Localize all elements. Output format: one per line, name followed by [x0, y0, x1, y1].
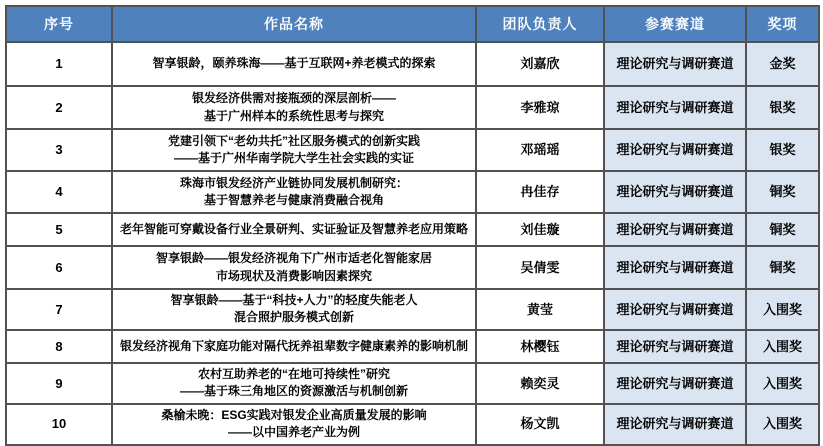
cell-serial-number: 2 — [6, 86, 112, 129]
header-serial-number: 序号 — [6, 6, 112, 42]
cell-track: 理论研究与调研赛道 — [604, 42, 746, 86]
cell-track: 理论研究与调研赛道 — [604, 171, 746, 213]
cell-track: 理论研究与调研赛道 — [604, 404, 746, 445]
work-title-line: 银发经济供需对接瓶颈的深层剖析—— — [191, 91, 396, 106]
cell-track: 理论研究与调研赛道 — [604, 289, 746, 330]
work-title-line: 市场现状及消费影响因素探究 — [215, 268, 372, 283]
header-row — [6, 6, 819, 42]
table-row — [6, 42, 819, 86]
table-row — [6, 330, 819, 363]
cell-serial-number: 3 — [6, 129, 112, 171]
work-title-line: 珠海市银发经济产业链协同发展机制研究： — [179, 175, 408, 190]
cell-award: 入围奖 — [746, 363, 819, 404]
cell-award: 银奖 — [746, 86, 819, 129]
work-title-line: 混合照护服务模式创新 — [233, 310, 354, 325]
cell-team-leader: 林樱钰 — [476, 330, 604, 363]
cell-serial-number: 9 — [6, 363, 112, 404]
cell-award: 入围奖 — [746, 289, 819, 330]
cell-track: 理论研究与调研赛道 — [604, 213, 746, 246]
cell-team-leader: 冉佳存 — [476, 171, 604, 213]
cell-team-leader: 李雅琼 — [476, 86, 604, 129]
work-title-line: 基于智慧养老与健康消费融合视角 — [203, 193, 384, 207]
table-row — [6, 404, 819, 445]
cell-work-title — [112, 42, 476, 86]
cell-work-title — [112, 129, 476, 171]
work-title-line: ——基于珠三角地区的资源激活与机制创新 — [179, 384, 408, 399]
work-title-line: 老年智能可穿戴设备行业全景研判、实证验证及智慧养老应用策略 — [119, 221, 468, 236]
cell-award: 入围奖 — [746, 330, 819, 363]
cell-work-title — [112, 363, 476, 404]
table-row — [6, 86, 819, 129]
cell-team-leader: 邓瑶瑶 — [476, 129, 604, 171]
cell-work-title — [112, 289, 476, 330]
work-title-line: 基于广州样本的系统性思考与探究 — [203, 108, 384, 123]
cell-award: 铜奖 — [746, 246, 819, 289]
cell-award: 金奖 — [746, 42, 819, 86]
header-track: 参赛赛道 — [604, 6, 746, 42]
table-row — [6, 213, 819, 246]
cell-award: 铜奖 — [746, 213, 819, 246]
cell-serial-number: 1 — [6, 42, 112, 86]
table-row — [6, 363, 819, 404]
cell-work-title — [112, 246, 476, 289]
table-row — [6, 289, 819, 330]
awards-table — [5, 5, 820, 446]
work-title-line: ——以中国养老产业为例 — [227, 425, 360, 440]
header-award: 奖项 — [746, 6, 819, 42]
table-row — [6, 246, 819, 289]
cell-team-leader: 黄莹 — [476, 289, 604, 330]
work-title-line: 智享银龄——银发经济视角下广州市适老化智能家居 — [155, 251, 432, 266]
cell-serial-number: 4 — [6, 171, 112, 213]
cell-track: 理论研究与调研赛道 — [604, 86, 746, 129]
work-title-line: 农村互助养老的“在地可持续性”研究 — [197, 366, 390, 381]
cell-team-leader: 刘嘉欣 — [476, 42, 604, 86]
cell-serial-number: 7 — [6, 289, 112, 330]
cell-team-leader: 刘佳璇 — [476, 213, 604, 246]
work-title-line: 银发经济视角下家庭功能对隔代抚养祖辈数字健康素养的影响机制 — [119, 338, 468, 353]
cell-team-leader: 吴倩雯 — [476, 246, 604, 289]
cell-award: 银奖 — [746, 129, 819, 171]
cell-serial-number: 8 — [6, 330, 112, 363]
cell-track: 理论研究与调研赛道 — [604, 330, 746, 363]
table-row — [6, 129, 819, 171]
cell-serial-number: 10 — [6, 404, 112, 445]
cell-team-leader: 赖奕灵 — [476, 363, 604, 404]
header-work-title: 作品名称 — [112, 6, 476, 42]
cell-track: 理论研究与调研赛道 — [604, 363, 746, 404]
cell-work-title — [112, 171, 476, 213]
cell-award: 铜奖 — [746, 171, 819, 213]
cell-serial-number: 6 — [6, 246, 112, 289]
cell-serial-number: 5 — [6, 213, 112, 246]
cell-work-title — [112, 404, 476, 445]
cell-track: 理论研究与调研赛道 — [604, 246, 746, 289]
cell-work-title — [112, 86, 476, 129]
cell-team-leader: 杨文凯 — [476, 404, 604, 445]
cell-award: 入围奖 — [746, 404, 819, 445]
table-row — [6, 171, 819, 213]
work-title-line: 党建引领下“老幼共托”社区服务模式的创新实践 — [167, 133, 420, 148]
work-title-line: 智享银龄，颐养珠海——基于互联网+养老模式的探索 — [152, 56, 436, 71]
cell-work-title — [112, 213, 476, 246]
work-title-line: 智享银龄——基于“科技+人力”的轻度失能老人 — [170, 293, 418, 307]
work-title-line: ——基于广州华南学院大学生社会实践的实证 — [173, 151, 414, 165]
cell-work-title — [112, 330, 476, 363]
header-team-leader: 团队负责人 — [476, 6, 604, 42]
work-title-line: 桑榆未晚：ESG实践对银发企业高质量发展的影响 — [161, 407, 427, 422]
cell-track: 理论研究与调研赛道 — [604, 129, 746, 171]
